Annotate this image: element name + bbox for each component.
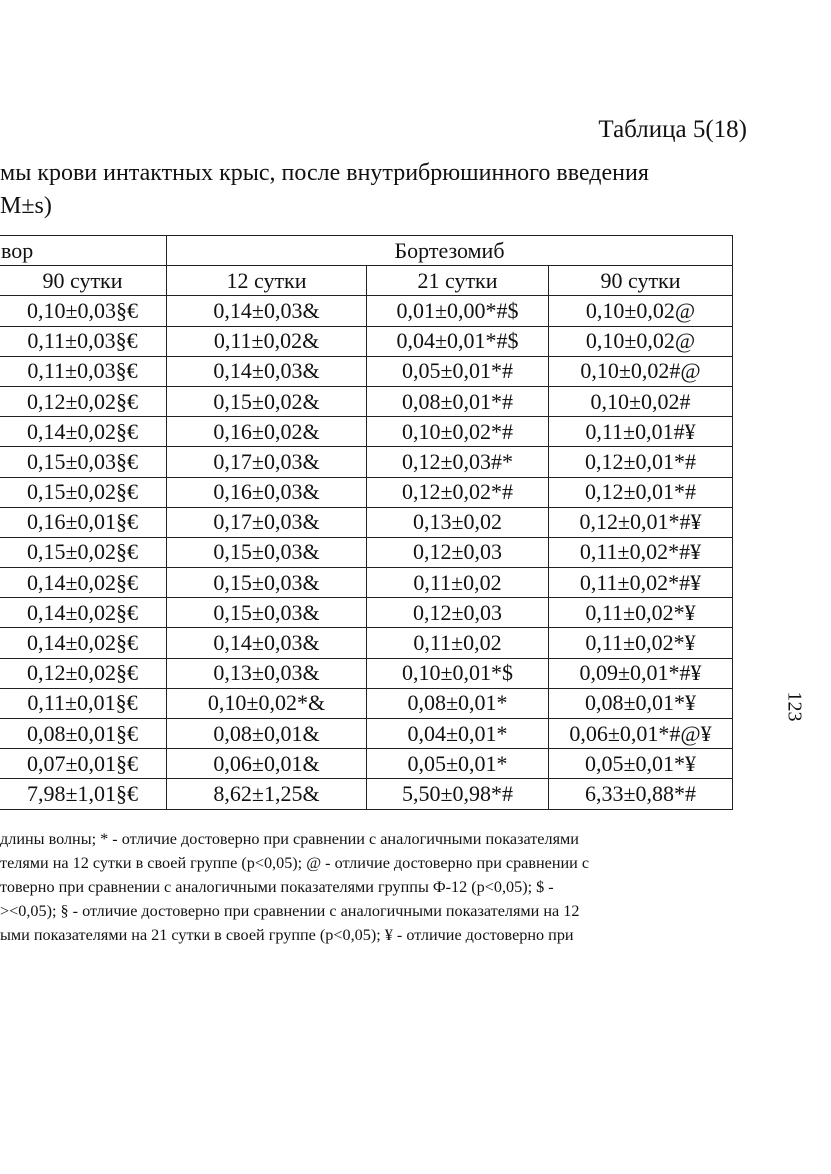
table-cell: 8,62±1,25& <box>167 779 367 809</box>
table-cell: 0,07±0,01§€ <box>0 749 167 779</box>
table-cell: 0,12±0,03 <box>367 598 549 628</box>
table-cell: 0,10±0,03§€ <box>0 296 167 326</box>
table-cell: 0,15±0,02§€ <box>0 537 167 567</box>
table-row <box>0 356 733 386</box>
table-cell: 0,10±0,02@ <box>549 326 733 356</box>
table-row <box>0 568 733 598</box>
table-cell: 0,10±0,02# <box>549 386 733 416</box>
table-cell: 0,12±0,02*# <box>367 477 549 507</box>
data-table <box>0 235 733 810</box>
subheader-row <box>0 266 733 296</box>
table-cell: 0,08±0,01*¥ <box>549 688 733 718</box>
table-cell: 0,15±0,03& <box>167 568 367 598</box>
table-cell: 5,50±0,98*# <box>367 779 549 809</box>
table-cell: 0,11±0,02*¥ <box>549 598 733 628</box>
table-cell: 0,11±0,02& <box>167 326 367 356</box>
table-cell: 0,14±0,02§€ <box>0 628 167 658</box>
table-cell: 0,11±0,02 <box>367 628 549 658</box>
column-header: 21 сутки <box>367 266 549 296</box>
group-header-left: вор <box>0 236 167 266</box>
footnote-line: телями на 12 сутки в своей группе (p<0,05); @ - отличие достоверно при сравнении с <box>0 854 590 872</box>
table-cell: 0,17±0,03& <box>167 447 367 477</box>
table-cell: 0,17±0,03& <box>167 507 367 537</box>
table-cell: 0,10±0,02*& <box>167 688 367 718</box>
page-number: 123 <box>783 691 806 722</box>
table-cell: 0,12±0,01*# <box>549 477 733 507</box>
table-cell: 0,05±0,01*# <box>367 356 549 386</box>
table-cell: 0,15±0,02& <box>167 386 367 416</box>
table-body <box>0 296 733 809</box>
table-cell: 0,15±0,03& <box>167 598 367 628</box>
table-cell: 0,08±0,01*# <box>367 386 549 416</box>
group-header-row <box>0 236 733 266</box>
table-row <box>0 658 733 688</box>
table-row <box>0 628 733 658</box>
table-cell: 0,12±0,02§€ <box>0 658 167 688</box>
table-cell: 0,11±0,01§€ <box>0 688 167 718</box>
footnotes <box>0 827 731 947</box>
table-cell: 0,16±0,03& <box>167 477 367 507</box>
table-row <box>0 688 733 718</box>
table-cell: 0,01±0,00*#$ <box>367 296 549 326</box>
table-cell: 0,11±0,02 <box>367 568 549 598</box>
table-cell: 0,15±0,03& <box>167 537 367 567</box>
table-cell: 0,12±0,01*#¥ <box>549 507 733 537</box>
table-cell: 0,14±0,03& <box>167 356 367 386</box>
table-row <box>0 477 733 507</box>
table-row <box>0 386 733 416</box>
table-cell: 0,10±0,02#@ <box>549 356 733 386</box>
table-cell: 0,06±0,01*#@¥ <box>549 719 733 749</box>
table-cell: 0,09±0,01*#¥ <box>549 658 733 688</box>
table-cell: 0,11±0,02*¥ <box>549 628 733 658</box>
table-row <box>0 779 733 809</box>
column-header: 90 сутки <box>549 266 733 296</box>
table-cell: 0,10±0,01*$ <box>367 658 549 688</box>
table-cell: 0,11±0,02*#¥ <box>549 537 733 567</box>
table-cell: 0,10±0,02@ <box>549 296 733 326</box>
table-row <box>0 537 733 567</box>
table-cell: 0,13±0,02 <box>367 507 549 537</box>
table-row <box>0 598 733 628</box>
footnote-line: товерно при сравнении с аналогичными показателями группы Ф-12 (p<0,05); $ - <box>0 878 554 896</box>
table-cell: 0,16±0,01§€ <box>0 507 167 537</box>
table-cell: 0,14±0,02§€ <box>0 417 167 447</box>
table-cell: 0,06±0,01& <box>167 749 367 779</box>
table-cell: 0,14±0,02§€ <box>0 598 167 628</box>
column-header: 12 сутки <box>167 266 367 296</box>
table-caption: Таблица 5(18) <box>598 116 747 143</box>
table-cell: 0,11±0,01#¥ <box>549 417 733 447</box>
table-row <box>0 447 733 477</box>
table-cell: 7,98±1,01§€ <box>0 779 167 809</box>
table-title-line-2: M±s) <box>0 193 52 219</box>
column-header: 90 сутки <box>0 266 167 296</box>
table-row <box>0 719 733 749</box>
table-cell: 0,08±0,01§€ <box>0 719 167 749</box>
footnote-line: длины волны; * - отличие достоверно при сравнении с аналогичными показателями <box>0 830 579 848</box>
table-cell: 0,15±0,02§€ <box>0 477 167 507</box>
table-cell: 0,12±0,03 <box>367 537 549 567</box>
table-cell: 0,04±0,01*#$ <box>367 326 549 356</box>
table-cell: 0,04±0,01* <box>367 719 549 749</box>
group-header-bortezomib: Бортезомиб <box>167 236 733 266</box>
table-cell: 0,08±0,01& <box>167 719 367 749</box>
table-row <box>0 507 733 537</box>
table-cell: 0,10±0,02*# <box>367 417 549 447</box>
table-cell: 0,13±0,03& <box>167 658 367 688</box>
table-row <box>0 326 733 356</box>
table-title-line-1: мы крови интактных крыс, после внутрибрюшинного введения <box>0 160 649 186</box>
table-cell: 0,12±0,03#* <box>367 447 549 477</box>
table-cell: 6,33±0,88*# <box>549 779 733 809</box>
table-cell: 0,11±0,03§€ <box>0 356 167 386</box>
footnote-line: ><0,05); § - отличие достоверно при сравнении с аналогичными показателями на 12 <box>0 902 580 920</box>
table-cell: 0,12±0,01*# <box>549 447 733 477</box>
table-row <box>0 296 733 326</box>
table-row <box>0 417 733 447</box>
table-cell: 0,14±0,03& <box>167 296 367 326</box>
table-cell: 0,12±0,02§€ <box>0 386 167 416</box>
table-cell: 0,14±0,02§€ <box>0 568 167 598</box>
table-cell: 0,11±0,02*#¥ <box>549 568 733 598</box>
table-cell: 0,15±0,03§€ <box>0 447 167 477</box>
footnote-line: ыми показателями на 21 сутки в своей группе (p<0,05); ¥ - отличие достоверно при <box>0 926 574 944</box>
table-cell: 0,08±0,01* <box>367 688 549 718</box>
table-cell: 0,16±0,02& <box>167 417 367 447</box>
table-cell: 0,05±0,01*¥ <box>549 749 733 779</box>
table-cell: 0,11±0,03§€ <box>0 326 167 356</box>
table-cell: 0,05±0,01* <box>367 749 549 779</box>
table-row <box>0 749 733 779</box>
table-cell: 0,14±0,03& <box>167 628 367 658</box>
